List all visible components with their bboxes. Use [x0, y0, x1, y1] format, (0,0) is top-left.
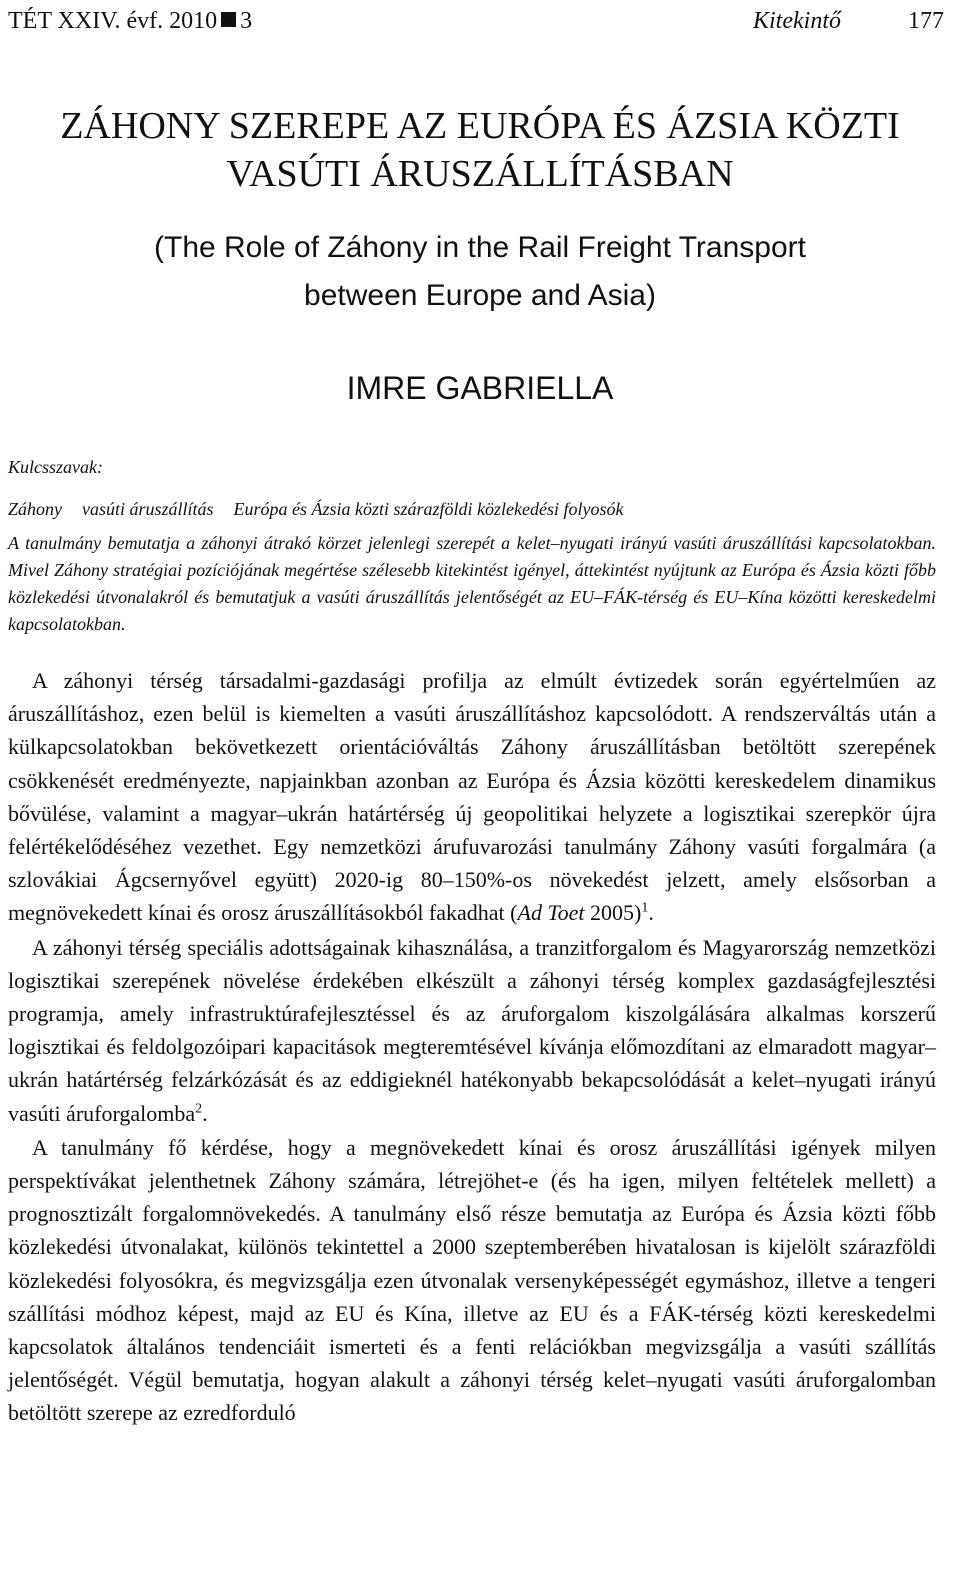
journal-info: [8, 4, 252, 38]
english-title-line-2: between Europe and Asia): [304, 279, 656, 312]
issue-number: 3: [240, 8, 253, 34]
title-line-1: ZÁHONY SZEREPE AZ EURÓPA ÉS ÁZSIA KÖZTI: [60, 105, 900, 147]
article-title: [0, 102, 960, 198]
english-title-line-1: (The Role of Záhony in the Rail Freight Transport: [154, 231, 806, 264]
body-paragraph-1: [8, 664, 936, 930]
page-number: 177: [908, 8, 944, 34]
running-header: [8, 4, 944, 38]
english-title: [0, 224, 960, 320]
paragraph-text: A záhonyi térség társadalmi-gazdasági profilja az elmúlt évtizedek során egyértelműen az áruszállításhoz, ezen belül is kiemelten a vasúti áruszállításhoz kapcsolódott. A rendszerváltás után a külkapcsolatokban bekövetkezett orientációváltás Záhony áruszállításban betöltött szerepének csökkenését eredményezte, napjainkban azonban az Európa és Ázsia közötti kereskedelem dinamikus bővülése, valamint a magyar–ukrán határtérség új geopolitikai helyzete a logisztikai szerepkör újra felértékelődéséhez vezethet. Egy nemzetközi árufuvarozási tanulmány Záhony vasúti forgalmára (a szlovákiai Ágcsernyővel együtt) 2020-ig 80–150%-os növekedést jelzett, amely elsősorban a megnövekedett kínai és orosz áruszállításokból fakadhat (: [8, 668, 936, 926]
sentence-end: .: [648, 900, 654, 926]
footnote-ref-1[interactable]: 1: [641, 901, 649, 917]
keyword-item: Záhony: [8, 499, 62, 519]
keywords-label: Kulcsszavak:: [8, 457, 103, 477]
article-body: [8, 664, 936, 1431]
title-line-2: VASÚTI ÁRUSZÁLLÍTÁSBAN: [226, 153, 734, 195]
keyword-item: Európa és Ázsia közti szárazföldi közlekedési folyosók: [233, 499, 624, 519]
journal-name: TÉT XXIV. évf. 2010: [8, 8, 218, 34]
keyword-item: vasúti áruszállítás: [82, 499, 214, 519]
keywords-list: [8, 496, 644, 522]
abstract: A tanulmány bemutatja a záhonyi átrakó körzet jelenlegi szerepét a kelet–nyugati irányú vasúti áruszállítási kapcsolatokban. Mivel Záhony stratégiai pozíciójának megértése szélesebb kitekintést igényel, áttekintést nyújtunk az Európa és Ázsia közti főbb közlekedési útvonalakról és bemutatjuk a vasúti áruszállítás jelentőségét az EU–FÁK-térség és EU–Kína közötti kereskedelmi kapcsolatokban.: [8, 533, 936, 634]
author-name: IMRE GABRIELLA: [346, 370, 614, 406]
section-name: Kitekintő: [753, 8, 841, 34]
square-bullet-icon: [221, 12, 236, 27]
body-paragraph-3: A tanulmány fő kérdése, hogy a megnövekedett kínai és orosz áruszállítási igények milyen perspektívákat jelenthetnek Záhony számára, létrejöhet-e (és ha igen, milyen feltételek mellett) a prognosztizált forgalomnövekedés. A tanulmány első része bemutatja az Európa és Ázsia közti főbb közlekedési útvonalakat, különös tekintettel a 2000 szeptemberében hivatalosan is kijelölt szárazföldi közlekedési folyosókra, és megvizsgálja ezen útvonalak versenyképességét egymáshoz, illetve a tengeri szállítási módhoz képest, majd az EU és Kína, illetve az EU és a FÁK-térség közti kereskedelmi kapcsolatok általános tendenciáit ismerteti és a fenti relációkban megvizsgálja a vasúti szállítás jelentőségét. Végül bemutatja, hogyan alakult a záhonyi térség kelet–nyugati vasúti áruforgalomban betöltött szerepe az ezredforduló: [8, 1134, 936, 1426]
footnote-ref-2[interactable]: 2: [195, 1101, 203, 1117]
citation-author: Ad Toet: [517, 900, 585, 926]
body-paragraph-2: [8, 931, 936, 1130]
sentence-end: .: [202, 1100, 208, 1126]
citation-year: 2005): [584, 900, 642, 926]
paragraph-text: A záhonyi térség speciális adottságainak kihasználása, a tranzitforgalom és Magyarország nemzetközi logisztikai szerepének növelése érdekében elkészült a záhonyi térség komplex gazdaságfejlesztési programja, amely infrastruktúrafejlesztéssel és az áruforgalom kiszolgálására alkalmas korszerű logisztikai és feldolgozóipari kapacitások megteremtésével kívánja előmozdítani az elmaradott magyar–ukrán határtérség felzárkózását és az eddigieknél hatékonyabb bekapcsolódását a kelet–nyugati irányú vasúti áruforgalomba: [8, 934, 936, 1126]
